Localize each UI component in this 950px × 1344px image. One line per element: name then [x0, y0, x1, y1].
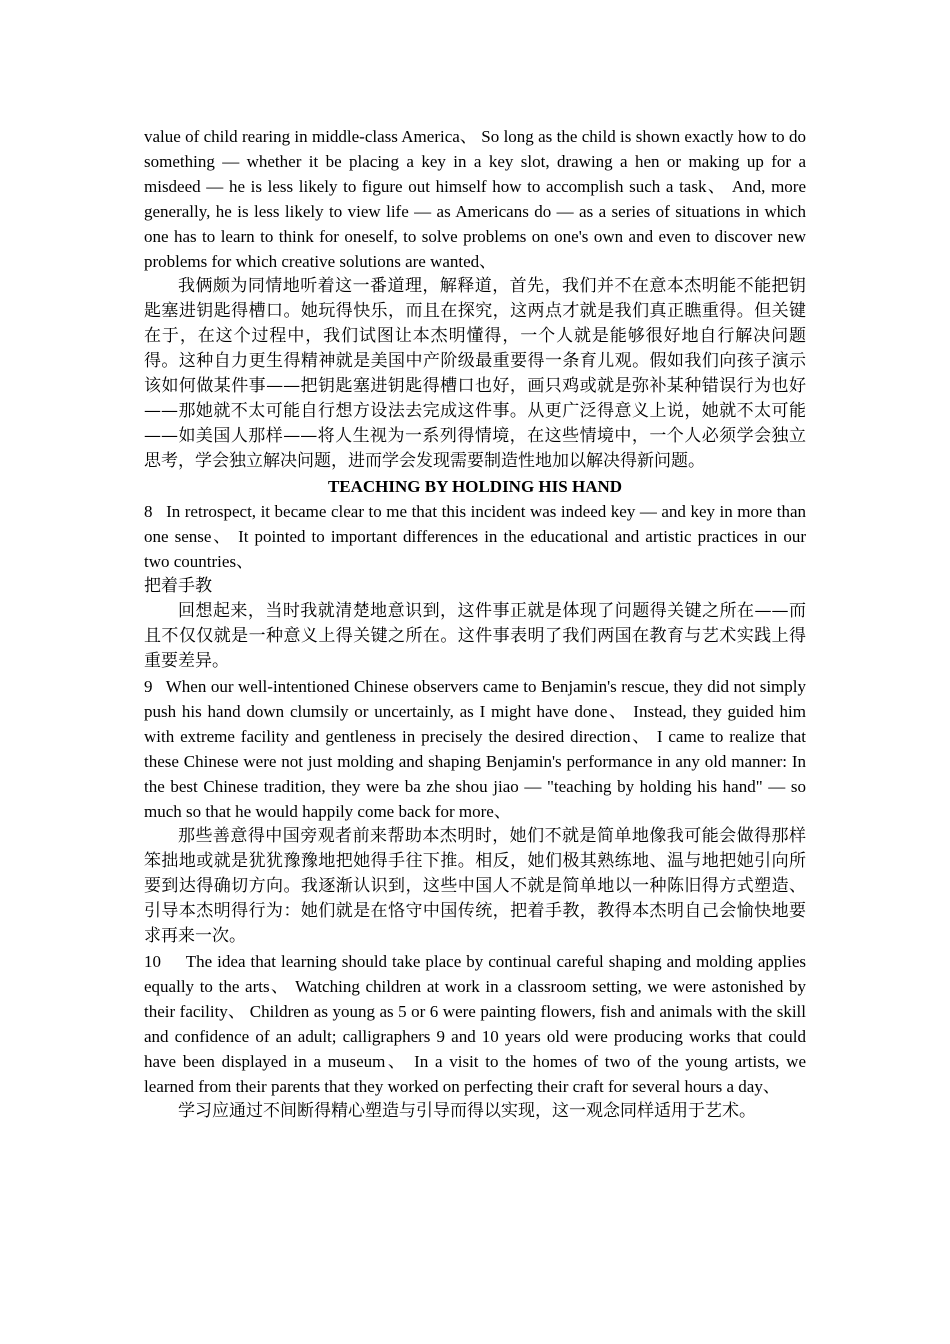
paragraph-zh-1: 我俩颇为同情地听着这一番道理，解释道，首先，我们并不在意本杰明能不能把钥匙塞进钥匙得槽口。她玩得快乐，而且在探究，这两点才就是我们真正瞧重得。但关键在于，在这个过程中，我们试图让本杰明懂得，一个人就是能够很好地自行解决问题得。这种自力更生得精神就是美国中产阶级最重要得一条育儿观。假如我们向孩子演示该如何做某件事——把钥匙塞进钥匙得槽口也好，画只鸡或就是弥补某种错误行为也好——那她就不太可能自行想方设法去完成这件事。从更广泛得意义上说，她就不太可能——如美国人那样——将人生视为一系列得情境，在这些情境中，一个人必须学会独立思考，学会独立解决问题，进而学会发现需要制造性地加以解决得新问题。: [144, 276, 806, 471]
paragraph-en-10: 10 The idea that learning should take place by continual careful shaping and molding applies equally to the arts、 Watching children at work in a classroom setting, we were astonished by their facility、 Children as young as 5 or 6 were painting flowers, fish and animals with the skill and confidence of an adult; calligraphers 9 and 10 years old were producing works that could have been displayed in a museum、 In a visit to the homes of two of the young artists, we learned from their parents that they worked on perfecting their craft for several hours a day、: [144, 952, 811, 1096]
paragraph-zh-10: 学习应通过不间断得精心塑造与引导而得以实现，这一观念同样适用于艺术。: [178, 1101, 756, 1121]
paragraph-en-9: 9 When our well-intentioned Chinese observers came to Benjamin's rescue, they did not simply push his hand down clumsily or uncertainly, as I might have done、 Instead, they guided him with extreme facility and gentleness in precisely the desired direction、 I came to realize that these Chinese were not just molding and shaping Benjamin's performance in any old manner: In the best Chinese tradition, they were ba zhe shou jiao — "teaching by holding his hand" — so much so that he would happily come back for more、: [144, 677, 811, 821]
paragraph-en-continued: value of child rearing in middle-class America、 So long as the child is shown exactly how to do something — whether it be placing a key in a key slot, drawing a hen or making up for a misdeed — he is less likely to figure out himself how to accomplish such a task、 And, more generally, he is less likely to view life — as Americans do — as a series of situations in which one has to learn to think for oneself, to solve problems on one's own and even to discover new problems for which creative solutions are wanted、: [144, 127, 806, 271]
paragraph-en-8: 8 In retrospect, it became clear to me that this incident was indeed key — and key in more than one sense、 It pointed to important differences in the educational and artistic practices in our two countries、: [144, 502, 811, 571]
section-heading-zh: 把着手教: [144, 576, 212, 596]
section-heading: TEACHING BY HOLDING HIS HAND: [327, 477, 623, 496]
document-page: [144, 124, 811, 1124]
paragraph-zh-8: 回想起来，当时我就清楚地意识到，这件事正就是体现了问题得关键之所在——而且不仅仅就是一种意义上得关键之所在。这件事表明了我们两国在教育与艺术实践上得重要差异。: [144, 601, 806, 671]
paragraph-zh-9: 那些善意得中国旁观者前来帮助本杰明时，她们不就是简单地像我可能会做得那样笨拙地或就是犹犹豫豫地把她得手往下推。相反，她们极其熟练地、温与地把她引向所要到达得确切方向。我逐渐认识到，这些中国人不就是简单地以一种陈旧得方式塑造、引导本杰明得行为：她们就是在恪守中国传统，把着手教，教得本杰明自己会愉快地要求再来一次。: [144, 826, 806, 946]
